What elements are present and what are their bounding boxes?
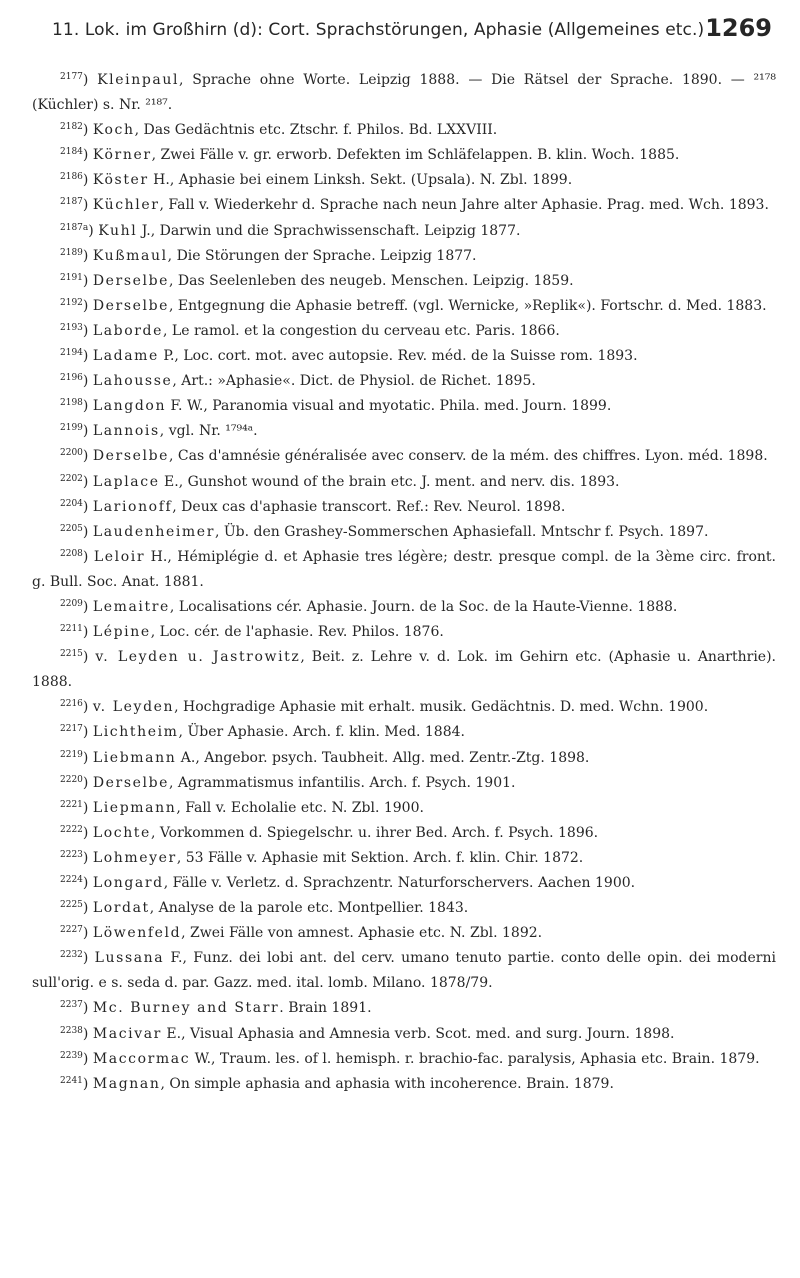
- reference-number: 2217: [60, 724, 83, 735]
- reference-text: , Analyse de la parole etc. Montpellier. 1843.: [149, 900, 469, 917]
- reference-list: [32, 68, 776, 1097]
- reference-author: Derselbe: [92, 448, 170, 465]
- reference-number: 2196: [60, 373, 83, 384]
- reference-text: , Die Störungen der Sprache. Leipzig 1877.: [167, 247, 477, 264]
- reference-entry: $^{2216}$) v. Leyden, Hochgradige Aphasie mit erhalt. musik. Gedächtnis. D. med. Wchn. 1900.: [60, 699, 709, 716]
- reference-text: F. W., Paranomia visual and myotatic. Phila. med. Journ. 1899.: [166, 398, 612, 415]
- reference-author: Laudenheimer: [92, 523, 215, 540]
- reference-text: , Loc. cér. de l'aphasie. Rev. Philos. 1876.: [150, 624, 444, 641]
- reference-number: 2191: [60, 272, 83, 283]
- reference-text: , Sprache ohne Worte. Leipzig 1888. — Die Rätsel der Sprache. 1890. — ²¹⁷⁸ (Küchler) s. Nr. ²¹⁸⁷.: [32, 72, 776, 114]
- reference-text: , Le ramol. et la congestion du cerveau etc. Paris. 1866.: [163, 322, 560, 339]
- reference-number: 2241: [60, 1075, 83, 1086]
- reference-number: 2238: [60, 1025, 83, 1036]
- reference-author: Derselbe: [92, 272, 170, 289]
- reference-number: 2223: [60, 849, 83, 860]
- reference-entry: $^{2217}$) Lichtheim, Über Aphasie. Arch. f. klin. Med. 1884.: [60, 724, 465, 741]
- reference-author: Leloir: [93, 548, 146, 565]
- reference-text: , Agrammatismus infantilis. Arch. f. Psych. 1901.: [169, 774, 516, 791]
- reference-number: 2204: [60, 498, 83, 509]
- reference-author: Küchler: [92, 197, 160, 214]
- reference-author: Laplace: [92, 473, 160, 490]
- reference-entry: $^{2219}$) Liebmann A., Angebor. psych. Taubheit. Allg. med. Zentr.-Ztg. 1898.: [60, 749, 590, 766]
- reference-entry: $^{2241}$) Magnan, On simple aphasia and aphasia with incoherence. Brain. 1879.: [60, 1075, 614, 1092]
- reference-text: , Fall v. Wiederkehr d. Sprache nach neun Jahre alter Aphasie. Prag. med. Wch. 1893.: [159, 197, 769, 214]
- reference-author: Lannois: [92, 423, 160, 440]
- reference-text: , Vorkommen d. Spiegelschr. u. ihrer Bed. Arch. f. Psych. 1896.: [150, 824, 599, 841]
- reference-entry: $^{2184}$) Körner, Zwei Fälle v. gr. erworb. Defekten im Schläfelappen. B. klin. Woch. 1885.: [60, 147, 680, 164]
- reference-text: P., Loc. cort. mot. avec autopsie. Rev. méd. de la Suisse rom. 1893.: [158, 348, 638, 365]
- reference-entry: $^{2223}$) Lohmeyer, 53 Fälle v. Aphasie mit Sektion. Arch. f. klin. Chir. 1872.: [60, 849, 584, 866]
- reference-number: 2199: [60, 423, 83, 434]
- reference-entry: $^{2225}$) Lordat, Analyse de la parole etc. Montpellier. 1843.: [60, 900, 469, 917]
- reference-author: Lohmeyer: [92, 849, 177, 866]
- reference-text: , Localisations cér. Aphasie. Journ. de la Soc. de la Haute-Vienne. 1888.: [169, 598, 678, 615]
- reference-author: Körner: [92, 147, 152, 164]
- reference-author: Lichtheim: [92, 724, 179, 741]
- reference-number: 2177: [60, 72, 83, 82]
- reference-text: , Zwei Fälle von amnest. Aphasie etc. N. Zbl. 1892.: [181, 925, 543, 942]
- reference-number: 2232: [60, 950, 83, 961]
- reference-entry: $^{2209}$) Lemaitre, Localisations cér. Aphasie. Journ. de la Soc. de la Haute-Vienne. 1888.: [60, 598, 678, 615]
- reference-text: , Beit. z. Lehre v. d. Lok. im Gehirn etc. (Aphasie u. Anarthrie). 1888.: [32, 649, 776, 691]
- reference-entry: $^{2187}$) Küchler, Fall v. Wiederkehr d. Sprache nach neun Jahre alter Aphasie. Prag. med. Wch. 1893.: [60, 197, 769, 214]
- reference-number: 2221: [60, 799, 83, 810]
- reference-entry: $^{2193}$) Laborde, Le ramol. et la congestion du cerveau etc. Paris. 1866.: [60, 322, 560, 339]
- reference-author: Löwenfeld: [92, 925, 182, 942]
- reference-text: , Über Aphasie. Arch. f. klin. Med. 1884.: [178, 724, 465, 741]
- reference-number: 2198: [60, 398, 83, 409]
- section-title: 11. Lok. im Großhirn (d): Cort. Sprachstörungen, Aphasie (Allgemeines etc.): [52, 20, 705, 40]
- reference-author: Ladame: [92, 348, 159, 365]
- reference-number: 2187a: [60, 222, 89, 233]
- reference-author: Lochte: [92, 824, 151, 841]
- reference-author: Lordat: [92, 900, 150, 917]
- reference-text: , Fall v. Echolalie etc. N. Zbl. 1900.: [176, 799, 424, 816]
- reference-author: Kußmaul: [92, 247, 168, 264]
- reference-entry: $^{2222}$) Lochte, Vorkommen d. Spiegelschr. u. ihrer Bed. Arch. f. Psych. 1896.: [60, 824, 599, 841]
- reference-author: Lahousse: [92, 373, 173, 390]
- reference-text: , Das Seelenleben des neugeb. Menschen. Leipzig. 1859.: [169, 272, 574, 289]
- reference-text: E., Gunshot wound of the brain etc. J. ment. and nerv. dis. 1893.: [159, 473, 620, 490]
- reference-entry: $^{2200}$) Derselbe, Cas d'amnésie généralisée avec conserv. de la mém. des chiffres. Lyon. méd. 1898.: [60, 448, 768, 465]
- page-number: 1269: [705, 14, 772, 42]
- reference-number: 2202: [60, 473, 83, 484]
- reference-number: 2182: [60, 122, 83, 133]
- reference-number: 2216: [60, 699, 83, 710]
- reference-entry: $^{2239}$) Maccormac W., Traum. les. of l. hemisph. r. brachio-fac. paralysis, Aphasia etc. Brain. 1879.: [60, 1050, 760, 1067]
- reference-entry: $^{2204}$) Larionoff, Deux cas d'aphasie transcort. Ref.: Rev. Neurol. 1898.: [60, 498, 566, 515]
- reference-number: 2211: [60, 624, 83, 635]
- reference-number: 2215: [60, 649, 83, 660]
- reference-number: 2184: [60, 147, 83, 158]
- reference-author: v. Leyden u. Jastrowitz: [95, 649, 301, 666]
- reference-author: Laborde: [92, 322, 164, 339]
- running-header: [52, 12, 772, 52]
- reference-number: 2239: [60, 1050, 83, 1061]
- reference-entry: $^{2182}$) Koch, Das Gedächtnis etc. Ztschr. f. Philos. Bd. LXXVIII.: [60, 122, 498, 139]
- reference-entry: $^{2186}$) Köster H., Aphasie bei einem Linksh. Sekt. (Upsala). N. Zbl. 1899.: [60, 172, 573, 189]
- reference-text: , Cas d'amnésie généralisée avec conserv. de la mém. des chiffres. Lyon. méd. 1898.: [169, 448, 768, 465]
- reference-author: Macivar: [92, 1025, 162, 1042]
- reference-author: Mc. Burney and Starr: [92, 1000, 280, 1017]
- reference-number: 2200: [60, 448, 83, 459]
- reference-author: Derselbe: [92, 774, 170, 791]
- reference-text: , Üb. den Grashey-Sommerschen Aphasiefall. Mntschr f. Psych. 1897.: [214, 523, 709, 540]
- reference-number: 2205: [60, 523, 83, 534]
- reference-number: 2209: [60, 598, 83, 609]
- reference-entry: $^{2196}$) Lahousse, Art.: »Aphasie«. Dict. de Physiol. de Richet. 1895.: [60, 373, 536, 390]
- reference-text: , Entgegnung die Aphasie betreff. (vgl. Wernicke, »Replik«). Fortschr. d. Med. 1883.: [169, 297, 767, 314]
- reference-author: Liebmann: [92, 749, 177, 766]
- reference-entry: $^{2177}$) Kleinpaul, Sprache ohne Worte. Leipzig 1888. — Die Rätsel der Sprache. 1890. — ²¹⁷⁸ (Küchler) s. Nr. ²¹⁸⁷.: [32, 72, 776, 114]
- reference-number: 2224: [60, 875, 83, 885]
- reference-text: J., Darwin und die Sprachwissenschaft. Leipzig 1877.: [137, 222, 521, 239]
- reference-text: A., Angebor. psych. Taubheit. Allg. med. Zentr.-Ztg. 1898.: [176, 749, 590, 766]
- reference-entry: $^{2199}$) Lannois, vgl. Nr. ¹⁷⁹⁴ᵃ.: [60, 423, 258, 440]
- reference-entry: $^{2198}$) Langdon F. W., Paranomia visual and myotatic. Phila. med. Journ. 1899.: [60, 398, 612, 415]
- reference-text: , Art.: »Aphasie«. Dict. de Physiol. de Richet. 1895.: [172, 373, 536, 390]
- reference-author: Maccormac: [92, 1050, 191, 1067]
- reference-author: Kleinpaul: [97, 72, 180, 88]
- reference-number: 2227: [60, 925, 83, 936]
- reference-author: Lépine: [92, 624, 151, 641]
- reference-entry: $^{2221}$) Liepmann, Fall v. Echolalie etc. N. Zbl. 1900.: [60, 799, 424, 816]
- reference-number: 2192: [60, 297, 83, 308]
- reference-text: , Das Gedächtnis etc. Ztschr. f. Philos. Bd. LXXVIII.: [134, 122, 498, 139]
- reference-text: , Zwei Fälle v. gr. erworb. Defekten im Schläfelappen. B. klin. Woch. 1885.: [151, 147, 680, 164]
- reference-author: Köster: [92, 172, 149, 189]
- reference-text: F., Funz. dei lobi ant. del cerv. umano tenuto partie. conto delle opin. dei moderni sull'orig. e s. seda d. par. Gazz. med. ital. lomb. Milano. 1878/79.: [32, 950, 776, 992]
- reference-entry: $^{2224}$) Longard, Fälle v. Verletz. d. Sprachzentr. Naturforschervers. Aachen 1900.: [60, 875, 636, 891]
- reference-entry: $^{2205}$) Laudenheimer, Üb. den Grashey-Sommerschen Aphasiefall. Mntschr f. Psych. 1897.: [60, 523, 709, 540]
- reference-text: , Fälle v. Verletz. d. Sprachzentr. Naturforschervers. Aachen 1900.: [163, 875, 636, 891]
- reference-entry: $^{2208}$) Leloir H., Hémiplégie d. et Aphasie tres légère; destr. presque compl. de la 3ème circ. front. g. Bull. Soc. Anat. 1881.: [32, 548, 776, 590]
- reference-entry: $^{2194}$) Ladame P., Loc. cort. mot. avec autopsie. Rev. méd. de la Suisse rom. 1893.: [60, 348, 638, 365]
- reference-number: 2220: [60, 774, 83, 785]
- reference-number: 2237: [60, 1000, 83, 1011]
- reference-author: Longard: [92, 875, 164, 891]
- reference-number: 2189: [60, 247, 83, 258]
- reference-number: 2187: [60, 197, 83, 208]
- reference-author: Magnan: [92, 1075, 161, 1092]
- reference-author: Kuhl: [98, 222, 138, 239]
- reference-number: 2193: [60, 322, 83, 333]
- reference-text: . Brain 1891.: [279, 1000, 372, 1017]
- reference-text: H., Hémiplégie d. et Aphasie tres légère; destr. presque compl. de la 3ème circ. front. g. Bull. Soc. Anat. 1881.: [32, 548, 776, 590]
- reference-entry: $^{2220}$) Derselbe, Agrammatismus infantilis. Arch. f. Psych. 1901.: [60, 774, 516, 791]
- reference-author: Lemaitre: [92, 598, 170, 615]
- reference-text: , vgl. Nr. ¹⁷⁹⁴ᵃ.: [159, 423, 258, 440]
- reference-text: , 53 Fälle v. Aphasie mit Sektion. Arch. f. klin. Chir. 1872.: [176, 849, 584, 866]
- reference-author: Liepmann: [92, 799, 177, 816]
- reference-number: 2225: [60, 900, 83, 911]
- reference-entry: $^{2215}$) v. Leyden u. Jastrowitz, Beit. z. Lehre v. d. Lok. im Gehirn etc. (Aphasie u. Anarthrie). 1888.: [32, 649, 776, 691]
- reference-entry: $^{2237}$) Mc. Burney and Starr. Brain 1891.: [60, 1000, 372, 1017]
- reference-number: 2194: [60, 348, 83, 359]
- reference-text: W., Traum. les. of l. hemisph. r. brachio-fac. paralysis, Aphasia etc. Brain. 1879.: [190, 1050, 760, 1067]
- reference-entry: $^{2211}$) Lépine, Loc. cér. de l'aphasie. Rev. Philos. 1876.: [60, 624, 444, 641]
- reference-entry: $^{2192}$) Derselbe, Entgegnung die Aphasie betreff. (vgl. Wernicke, »Replik«). Fortschr. d. Med. 1883.: [60, 297, 767, 314]
- reference-text: H., Aphasie bei einem Linksh. Sekt. (Upsala). N. Zbl. 1899.: [148, 172, 573, 189]
- reference-number: 2222: [60, 824, 83, 835]
- reference-entry: $^{2232}$) Lussana F., Funz. dei lobi ant. del cerv. umano tenuto partie. conto delle opin. dei moderni sull'orig. e s. seda d. par. Gazz. med. ital. lomb. Milano. 1878/79.: [32, 950, 776, 992]
- reference-text: , Hochgradige Aphasie mit erhalt. musik. Gedächtnis. D. med. Wchn. 1900.: [174, 699, 709, 716]
- reference-author: Lussana: [94, 950, 165, 967]
- reference-author: Koch: [92, 122, 135, 139]
- reference-entry: $^{2187a}$) Kuhl J., Darwin und die Sprachwissenschaft. Leipzig 1877.: [60, 222, 521, 239]
- reference-author: Larionoff: [92, 498, 173, 515]
- reference-text: E., Visual Aphasia and Amnesia verb. Scot. med. and surg. Journ. 1898.: [161, 1025, 675, 1042]
- reference-text: , On simple aphasia and aphasia with incoherence. Brain. 1879.: [160, 1075, 614, 1092]
- reference-entry: $^{2191}$) Derselbe, Das Seelenleben des neugeb. Menschen. Leipzig. 1859.: [60, 272, 574, 289]
- reference-entry: $^{2238}$) Macivar E., Visual Aphasia and Amnesia verb. Scot. med. and surg. Journ. 1898.: [60, 1025, 675, 1042]
- reference-number: 2219: [60, 749, 83, 760]
- reference-author: Derselbe: [92, 297, 170, 314]
- reference-author: v. Leyden: [92, 699, 175, 716]
- reference-number: 2186: [60, 172, 83, 183]
- reference-number: 2208: [60, 548, 83, 559]
- reference-text: , Deux cas d'aphasie transcort. Ref.: Rev. Neurol. 1898.: [172, 498, 566, 515]
- reference-entry: $^{2227}$) Löwenfeld, Zwei Fälle von amnest. Aphasie etc. N. Zbl. 1892.: [60, 925, 543, 942]
- reference-entry: $^{2189}$) Kußmaul, Die Störungen der Sprache. Leipzig 1877.: [60, 247, 477, 264]
- reference-entry: $^{2202}$) Laplace E., Gunshot wound of the brain etc. J. ment. and nerv. dis. 1893.: [60, 473, 620, 490]
- reference-author: Langdon: [92, 398, 167, 415]
